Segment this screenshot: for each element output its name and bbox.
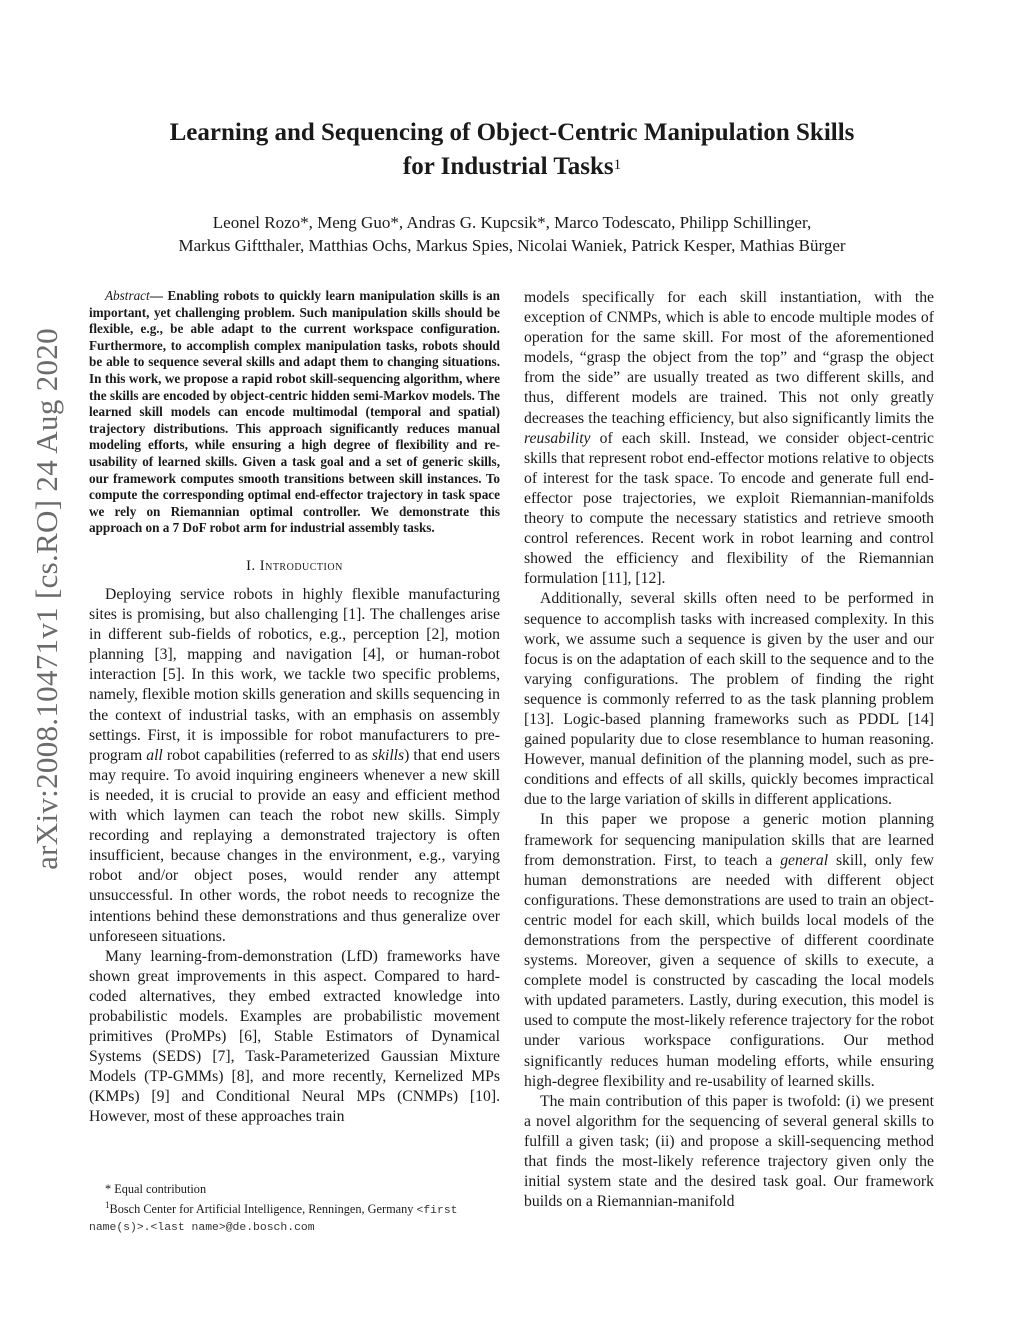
footnote-affiliation [89,1198,500,1220]
footnote-equal-contribution: * Equal contribution [105,1182,207,1196]
right-paragraph-2: Additionally, several skills often need to be performed in sequence to accomplish tasks with increased complexity. In this work, we assume such a sequence is given by the user and our focus is on the adaptation of each skill to the sequence and to the varying configurations. The problem of finding the right sequence is commonly referred to as the task planning problem [13]. Logic-based planning frameworks such as PDDL [14] gained popularity due to close resemblance to human reasoning. However, manual definition of the planning model, such as pre-conditions and effects of all skills, quickly becomes impractical due to the large variation of skills in different applications. [524,590,934,809]
emphasis-skills: skills [371,746,405,764]
footnotes [89,1182,500,1237]
authors-line-1: Leonel Rozo*, Meng Guo*, Andras G. Kupcsik*, Marco Todescato, Philipp Schillinger, [212,213,812,232]
right-paragraph-3 [524,810,934,1091]
text-run: of each skill. Instead, we consider object-centric skills that represent robot end-effector motions relative to objects of interest for the task space. To encode and generate full end-effector pose trajectories, we exploit Riemannian-manifolds theory to compute the necessary statistics and retrieve smooth control references. Recent work in robot learning and control showed the efficiency and flexibility of the Riemannian formulation [11], [12]. [524,429,934,588]
paper-title [60,116,964,184]
emphasis-all: all [146,746,163,764]
text-run: ) that end users may require. To avoid inquiring engineers whenever a new skill is needed, it is crucial to provide an easy and efficient method with which laymen can teach the robot new skills. Simply recording and replaying a demonstrated trajectory is often insufficient, because changes in the environment, e.g., varying robot and/or object poses, would render any attempt unsuccessful. In other words, the robot needs to recognize the intentions behind these demonstrations and thus generalize over unforeseen situations. [89,746,500,945]
text-run: In this paper we propose a generic motion planning framework for sequencing manipulation skills that are learned from demonstration. First, to teach a [524,811,934,869]
abstract [89,288,500,537]
intro-paragraph-1 [89,585,500,947]
email-pattern-2: name(s)>.<last name>@de.bosch.com [89,1222,315,1235]
section-number: I. [246,557,256,574]
text-run: models specifically for each skill instantiation, with the exception of CNMPs, which is able to encode multiple modes of operation for the same skill. For most of the aforementioned models, “grasp the object from the top” and “grasp the object from the side” are usually treated as two different skills, and thus, different models are trained. This not only greatly decreases the teaching efficiency, but also significantly limits the [524,289,934,427]
emphasis-general: general [780,851,829,869]
arxiv-identifier: arXiv:2008.10471v1 [cs.RO] 24 Aug 2020 [29,328,64,870]
title-line-2: for Industrial Tasks [402,153,614,180]
author-list [60,211,964,257]
right-paragraph-4: The main contribution of this paper is twofold: (i) we present a novel algorithm for the sequencing of several general skills to fulfill a given task; (ii) and propose a skill-sequencing method that finds the most-likely reference trajectory given only the initial system state and the desired task goal. Our framework builds on a Riemannian-manifold [524,1092,934,1211]
intro-paragraph-2: Many learning-from-demonstration (LfD) frameworks have shown great improvements in this aspect. Compared to hard-coded alternatives, they embed extracted knowledge into probabilistic models. Examples are probabilistic movement primitives (ProMPs) [6], Stable Estimators of Dynamical Systems (SEDS) [7], Task-Parameterized Gaussian Mixture Models (TP-GMMs) [8], and more recently, Kernelized MPs (KMPs) [9] and Conditional Neural MPs (CNMPs) [10]. However, most of these approaches train [89,947,500,1126]
section-title: Introduction [259,557,343,574]
section-heading [89,556,500,576]
text-run: Deploying service robots in highly flexible manufacturing sites is promising, but also challenging [1]. The challenges arise in different sub-fields of robotics, e.g., perception [2], motion planning [3], mapping and navigation [4], or human-robot interaction [5]. In this work, we tackle two specific problems, namely, flexible motion skills generation and skills sequencing in the context of industrial tasks, with an emphasis on assembly settings. First, it is impossible for robot manufacturers to pre-program [89,586,500,764]
abstract-text: — Enabling robots to quickly learn manipulation skills is an important, yet challenging problem. Such manipulation skills should be flexible, e.g., be able adapt to the current workspace configuration. Furthermore, to accomplish complex manipulation tasks, robots should be able to sequence several skills and adapt them to changing situations. In this work, we propose a rapid robot skill-sequencing algorithm, where the skills are encoded by object-centric hidden semi-Markov models. The learned skill models can encode multimodal (temporal and spatial) trajectory distributions. This approach significantly reduces manual modeling efforts, while ensuring a high degree of flexibility and re-usability of learned skills. Given a task goal and a set of generic skills, our framework computes smooth transitions between skill instances. To compute the corresponding optimal end-effector trajectory in task space we rely on Riemannian optimal controller. We demonstrate this approach on a 7 DoF robot arm for industrial assembly tasks. [89,288,500,536]
emphasis-reusability: reusability [524,429,591,447]
affiliation-text: Bosch Center for Artificial Intelligence, Renningen, Germany [109,1201,417,1216]
title-footnote-mark: 1 [613,157,622,173]
authors-line-2: Markus Giftthaler, Matthias Ochs, Markus Spies, Nicolai Waniek, Patrick Kesper, Mathias Bürger [178,236,846,255]
abstract-label: Abstract [105,288,150,303]
text-run: robot capabilities (referred to as [162,746,372,764]
title-line-1: Learning and Sequencing of Object-Centric Manipulation Skills [169,119,855,146]
footnote-mark: 1 [105,1199,110,1210]
left-column [89,288,500,1128]
text-run: skill, only few human demonstrations are needed with different object configurations. These demonstrations are used to train an object-centric model for each skill, which builds local models of the demonstrations from the perspective of different coordinate systems. Moreover, given a sequence of skills to execute, a complete model is constructed by cascading the local models with updated parameters. Lastly, during execution, this model is used to compute the most-likely reference trajectory for the robot under various workspace configurations. Our method significantly reduces human modeling efforts, while ensuring high-degree flexibility and re-usability of learned skills. [524,851,934,1090]
right-paragraph-1 [524,288,934,589]
right-column [524,288,934,1212]
email-pattern-1: <first [416,1204,458,1217]
